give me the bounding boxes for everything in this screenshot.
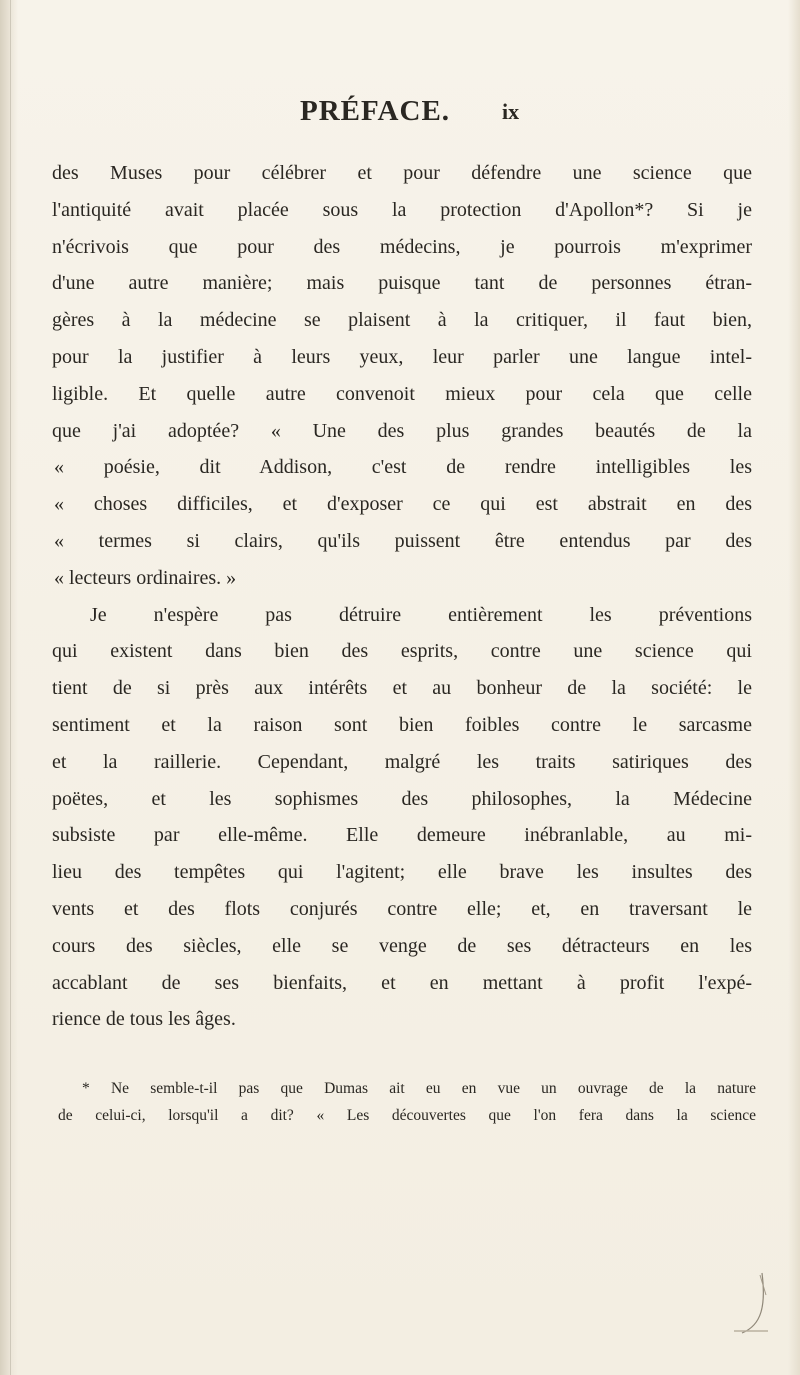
text-line: gères à la médecine se plaisent à la critiquer, il faut bien, [52,309,752,332]
text-line: accablant de ses bienfaits, et en mettant à profit l'expé- [52,971,752,994]
text-line: l'antiquité avait placée sous la protection d'Apollon*? Si je [52,198,752,221]
text-line: poëtes, et les sophismes des philosophes, la Médecine [52,787,752,810]
text-line: pour la justifier à leurs yeux, leur parler une langue intel- [52,345,752,368]
text-line: et la raillerie. Cependant, malgré les traits satiriques des [52,750,752,773]
footnote-line: de celui-ci, lorsqu'il a dit? « Les découvertes que l'on fera dans la science [58,1107,756,1124]
text-line: cours des siècles, elle se venge de ses détracteurs en les [52,934,752,957]
text-line: sentiment et la raison sont bien foibles contre le sarcasme [52,713,752,736]
page-curl-icon [732,1265,772,1335]
text-line: rience de tous les âges. [52,1008,236,1031]
text-line: ligible. Et quelle autre convenoit mieux pour cela que celle [52,382,752,405]
binding-shadow [0,0,18,1375]
footnote-line: * Ne semble-t-il pas que Dumas ait eu en vue un ouvrage de la nature [82,1080,756,1097]
paragraph-start-line: Je n'espère pas détruire entièrement les préventions [90,603,752,626]
quote-line: « choses difficiles, et d'exposer ce qui est abstrait en des [54,493,752,516]
quote-line: « termes si clairs, qu'ils puissent être entendus par des [54,529,752,552]
page-header [0,95,800,145]
text-line: vents et des flots conjurés contre elle; et, en traversant le [52,897,752,920]
running-title: PRÉFACE. [300,95,451,127]
text-line: des Muses pour célébrer et pour défendre une science que [52,162,752,184]
quote-line: « lecteurs ordinaires. » [54,566,237,589]
text-line: qui existent dans bien des esprits, contre une science qui [52,640,752,663]
page-edge [788,0,800,1375]
footnote [58,1075,756,1129]
text-line: d'une autre manière; mais puisque tant de personnes étran- [52,272,752,295]
page-number: ix [502,99,520,124]
text-line: que j'ai adoptée? « Une des plus grandes beautés de la [52,419,752,442]
text-line: tient de si près aux intérêts et au bonheur de la société: le [52,677,752,700]
text-line: subsiste par elle-même. Elle demeure inébranlable, au mi- [52,824,752,847]
main-text [52,155,752,1038]
text-line: lieu des tempêtes qui l'agitent; elle brave les insultes des [52,861,752,884]
text-line: n'écrivois que pour des médecins, je pourrois m'exprimer [52,235,752,258]
quote-line: « poésie, dit Addison, c'est de rendre intelligibles les [54,456,752,479]
